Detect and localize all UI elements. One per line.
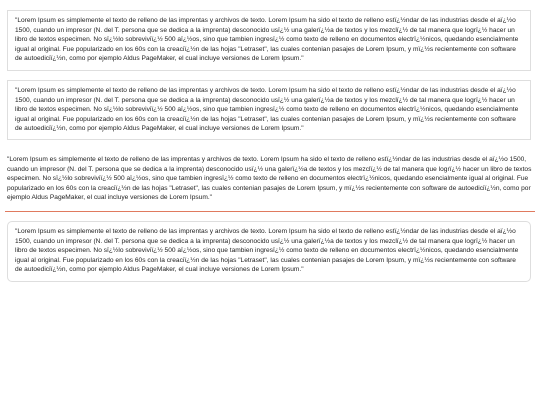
card-paragraph: "Lorem Ipsum es simplemente el texto de relleno de las imprentas y archivos de texto. Lorem Ipsum ha sido el texto de relleno estï¿½ndar de las industrias desde el aï¿½o 1500, cuando un impresor (N. del T. persona que se dedica a la imprenta) desconocido usï¿½ una galerï¿½a de textos y los mezclï¿½ de tal manera que logrï¿½ hacer un libro de textos especimen. No sï¿½lo sobreviviï¿½ 500 aï¿½os, sino que tambien ingresï¿½ como texto de relleno en documentos electrï¿½nicos, quedando esencialmente igual al original. Fue popularizado en los 60s con la creaciï¿½n de las hojas "Letraset", las cuales contenian pasajes de Lorem Ipsum, y mï¿½s recientemente con software de autoediciï¿½n, como por ejemplo Aldus PageMaker, el cual incluye versiones de Lorem Ipsum." [15, 228, 519, 274]
text-block-underlined [5, 154, 535, 212]
card-paragraph: "Lorem Ipsum es simplemente el texto de relleno de las imprentas y archivos de texto. Lorem Ipsum ha sido el texto de relleno estï¿½ndar de las industrias desde el aï¿½o 1500, cuando un impresor (N. del T. persona que se dedica a la imprenta) desconocido usï¿½ una galerï¿½a de textos y los mezclï¿½ de tal manera que logrï¿½ hacer un libro de textos especimen. No sï¿½lo sobreviviï¿½ 500 aï¿½os, sino que tambien ingresï¿½ como texto de relleno en documentos electrï¿½nicos, quedando esencialmente igual al original. Fue popularizado en los 60s con la creaciï¿½n de las hojas "Letraset", las cuales contenian pasajes de Lorem Ipsum, y mï¿½s recientemente con software de autoediciï¿½n, como por ejemplo Aldus PageMaker, el cual incluye versiones de Lorem Ipsum." [15, 17, 519, 63]
block-paragraph: "Lorem Ipsum es simplemente el texto de relleno de las imprentas y archivos de texto. Lorem Ipsum ha sido el texto de relleno estï¿½ndar de las industrias desde el aï¿½o 1500, cuando un impresor (N. del T. persona que se dedica a la imprenta) desconocido usï¿½ una galerï¿½a de textos y los mezclï¿½ de tal manera que logrï¿½ hacer un libro de textos especimen. No sï¿½lo sobreviviï¿½ 500 aï¿½os, sino que tambien ingresï¿½ como texto de relleno en documentos electrï¿½nicos, quedando esencialmente igual al original. Fue popularizado en los 60s con la creaciï¿½n de las hojas "Letraset", las cuales contenian pasajes de Lorem Ipsum, y mï¿½s recientemente con software de autoediciï¿½n, como por ejemplo Aldus PageMaker, el cual incluye versiones de Lorem Ipsum." [7, 156, 532, 202]
text-card-bordered [7, 10, 531, 71]
card-paragraph: "Lorem Ipsum es simplemente el texto de relleno de las imprentas y archivos de texto. Lorem Ipsum ha sido el texto de relleno estï¿½ndar de las industrias desde el aï¿½o 1500, cuando un impresor (N. del T. persona que se dedica a la imprenta) desconocido usï¿½ una galerï¿½a de textos y los mezclï¿½ de tal manera que logrï¿½ hacer un libro de textos especimen. No sï¿½lo sobreviviï¿½ 500 aï¿½os, sino que tambien ingresï¿½ como texto de relleno en documentos electrï¿½nicos, quedando esencialmente igual al original. Fue popularizado en los 60s con la creaciï¿½n de las hojas "Letraset", las cuales contenian pasajes de Lorem Ipsum, y mï¿½s recientemente con software de autoediciï¿½n, como por ejemplo Aldus PageMaker, el cual incluye versiones de Lorem Ipsum." [15, 87, 519, 133]
text-card-rounded [7, 221, 531, 282]
text-card-bordered [7, 80, 531, 140]
